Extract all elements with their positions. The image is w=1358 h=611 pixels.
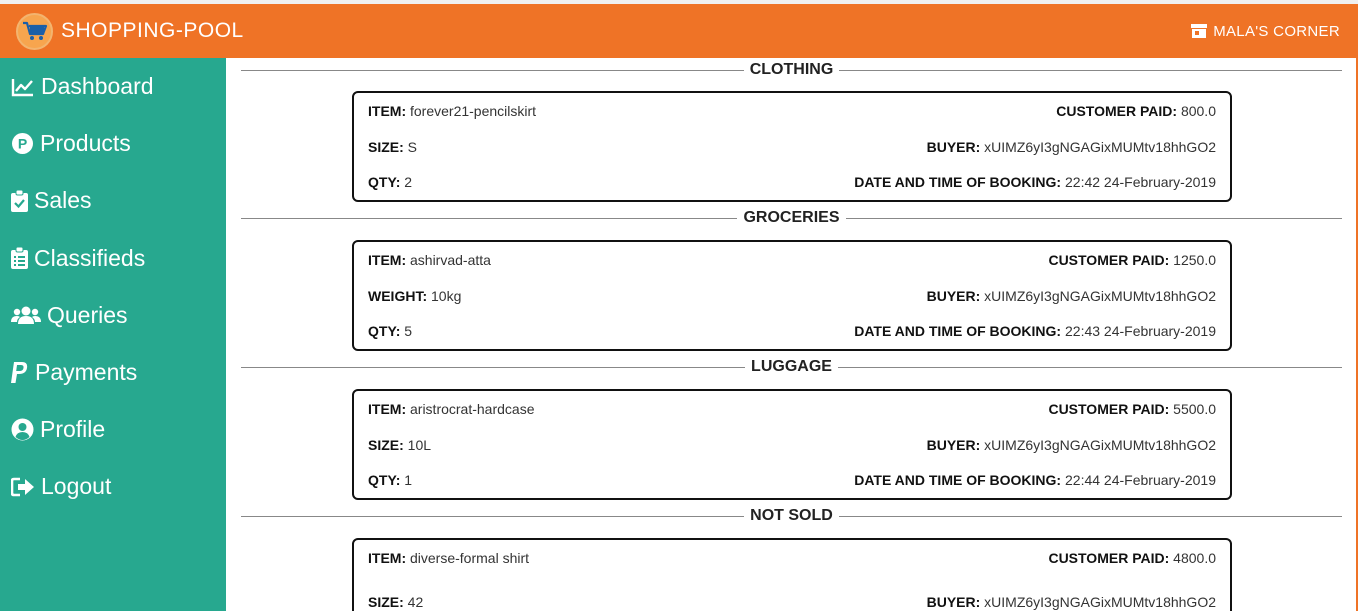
item-value: diverse-formal shirt	[410, 550, 530, 566]
sidebar-item-sales[interactable]	[0, 172, 226, 229]
section-header	[241, 206, 1342, 230]
app-title: SHOPPING-POOL	[61, 19, 244, 42]
section-header	[241, 58, 1342, 82]
item-value: forever21-pencilskirt	[410, 103, 537, 119]
sidebar-item-queries[interactable]	[0, 287, 226, 344]
item-value: aristrocrat-hardcase	[410, 401, 535, 417]
sidebar-item-label: Products	[40, 130, 131, 157]
paypal-icon	[11, 362, 29, 384]
size-row: SIZE: 10L	[368, 436, 432, 453]
buyer-value: xUIMZ6yI3gNGAGixMUMtv18hhGO2	[984, 287, 1216, 304]
item-row: ITEM: ashirvad-atta	[368, 252, 491, 268]
paid-row: CUSTOMER PAID: 1250.0	[1048, 252, 1216, 268]
section-header	[241, 504, 1342, 528]
sidebar-item-label: Payments	[35, 359, 138, 386]
top-navbar	[0, 4, 1358, 58]
sidebar	[0, 58, 226, 611]
order-card	[352, 538, 1232, 611]
buyer-value: xUIMZ6yI3gNGAGixMUMtv18hhGO2	[984, 138, 1216, 155]
section-luggage	[226, 351, 1358, 500]
store-name[interactable]	[1191, 23, 1340, 40]
chart-line-icon	[11, 77, 35, 97]
buyer-value: xUIMZ6yI3gNGAGixMUMtv18hhGO2	[984, 436, 1216, 453]
qty-value: 5	[404, 323, 413, 339]
svg-text:P: P	[17, 135, 28, 152]
section-groceries	[226, 202, 1358, 351]
sidebar-item-products[interactable]	[0, 115, 226, 172]
paid-row: CUSTOMER PAID: 5500.0	[1048, 401, 1216, 417]
qty-row: QTY: 2	[368, 174, 413, 190]
section-title: CLOTHING	[744, 61, 840, 79]
datetime-row: DATE AND TIME OF BOOKING: 22:43 24-February-2019	[854, 323, 1216, 339]
sidebar-item-profile[interactable]	[0, 401, 226, 458]
sidebar-item-label: Dashboard	[41, 73, 154, 100]
buyer-row: BUYER: xUIMZ6yI3gNGAGixMUMtv18hhGO2	[926, 287, 1216, 304]
buyer-value: xUIMZ6yI3gNGAGixMUMtv18hhGO2	[984, 593, 1216, 610]
section-title: NOT SOLD	[744, 507, 839, 525]
product-p-icon	[11, 132, 34, 155]
item-row: ITEM: diverse-formal shirt	[368, 550, 530, 566]
sidebar-item-label: Sales	[34, 187, 92, 214]
qty-row: QTY: 1	[368, 472, 413, 488]
paid-row: CUSTOMER PAID: 4800.0	[1048, 550, 1216, 566]
sidebar-item-label: Queries	[47, 301, 128, 328]
qty-row: QTY: 5	[368, 323, 413, 339]
paid-value: 800.0	[1180, 103, 1216, 119]
store-icon	[1191, 24, 1207, 38]
brand[interactable]	[16, 13, 244, 50]
weight-row: WEIGHT: 10kg	[368, 287, 462, 304]
datetime-value: 22:43 24-February-2019	[1065, 323, 1216, 339]
item-row: ITEM: aristrocrat-hardcase	[368, 401, 535, 417]
sidebar-item-label: Profile	[40, 416, 106, 443]
buyer-row: BUYER: xUIMZ6yI3gNGAGixMUMtv18hhGO2	[926, 593, 1216, 610]
size-row: SIZE: 42	[368, 593, 424, 610]
size-value: S	[407, 138, 418, 155]
section-title: GROCERIES	[737, 209, 845, 227]
section-not-sold	[226, 500, 1358, 611]
sidebar-item-dashboard[interactable]	[0, 58, 226, 115]
datetime-row: DATE AND TIME OF BOOKING: 22:42 24-February-2019	[854, 174, 1216, 190]
section-clothing	[226, 58, 1358, 202]
user-circle-icon	[11, 418, 34, 441]
order-card	[352, 91, 1232, 202]
sidebar-item-classifieds[interactable]	[0, 230, 226, 287]
store-label: MALA'S CORNER	[1213, 22, 1340, 40]
paid-value: 1250.0	[1173, 252, 1216, 268]
item-row: ITEM: forever21-pencilskirt	[368, 103, 537, 119]
users-icon	[11, 305, 41, 325]
paid-value: 4800.0	[1173, 550, 1216, 566]
size-value: 42	[407, 593, 424, 610]
qty-value: 1	[404, 472, 413, 488]
main-content	[226, 58, 1358, 611]
size-value: 10L	[407, 436, 432, 453]
sidebar-item-label: Logout	[41, 473, 112, 500]
paid-value: 5500.0	[1173, 401, 1216, 417]
section-title: LUGGAGE	[745, 358, 838, 376]
clipboard-check-icon	[11, 190, 28, 212]
clipboard-list-icon	[11, 247, 28, 269]
order-card	[352, 389, 1232, 500]
item-value: ashirvad-atta	[410, 252, 491, 268]
sidebar-item-logout[interactable]	[0, 458, 226, 515]
qty-value: 2	[404, 174, 413, 190]
order-card	[352, 240, 1232, 351]
sidebar-item-label: Classifieds	[34, 244, 146, 271]
paid-row: CUSTOMER PAID: 800.0	[1056, 103, 1216, 119]
cart-logo-icon	[16, 13, 53, 50]
section-header	[241, 355, 1342, 379]
weight-value: 10kg	[431, 287, 462, 304]
buyer-row: BUYER: xUIMZ6yI3gNGAGixMUMtv18hhGO2	[926, 436, 1216, 453]
sign-out-icon	[11, 477, 35, 497]
datetime-value: 22:44 24-February-2019	[1065, 472, 1216, 488]
datetime-value: 22:42 24-February-2019	[1065, 174, 1216, 190]
size-row: SIZE: S	[368, 138, 418, 155]
sidebar-item-payments[interactable]	[0, 344, 226, 401]
datetime-row: DATE AND TIME OF BOOKING: 22:44 24-February-2019	[854, 472, 1216, 488]
buyer-row: BUYER: xUIMZ6yI3gNGAGixMUMtv18hhGO2	[926, 138, 1216, 155]
